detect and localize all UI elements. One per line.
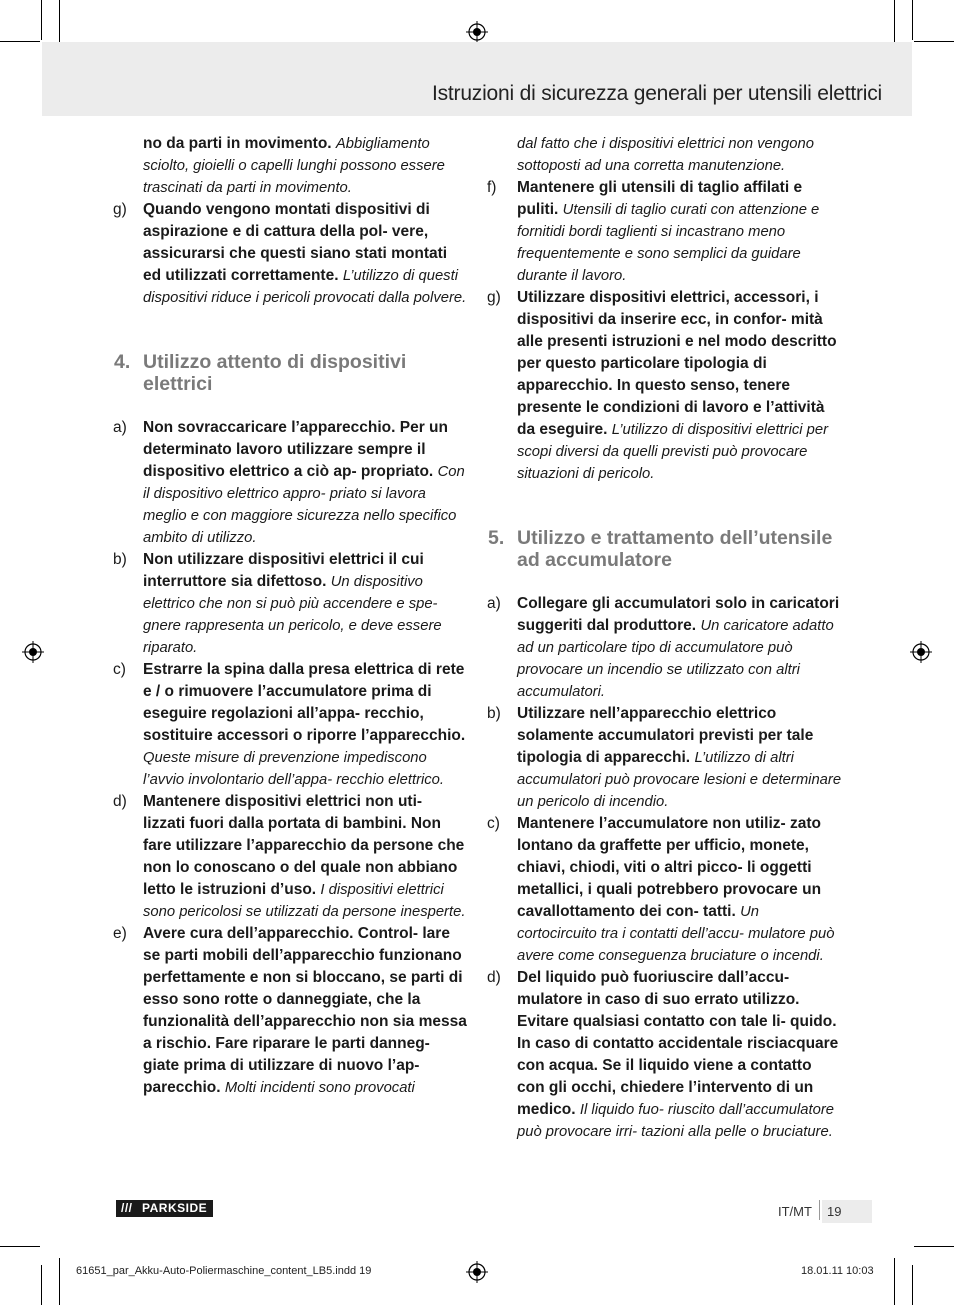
list-item-a <box>487 593 842 703</box>
footer-divider <box>819 1200 820 1220</box>
crop-mark <box>41 0 42 40</box>
list-marker: c) <box>113 661 126 678</box>
list-marker: e) <box>113 925 127 942</box>
italic-text: dal fatto che i dispositivi elettrici non vengono sottoposti ad una corretta manutenzione. <box>517 136 814 174</box>
italic-text: I dispositivi elettrici sono pericolosi se utilizzati da persone inesperte. <box>143 882 466 920</box>
list-marker: c) <box>487 815 500 832</box>
crop-mark <box>894 0 895 47</box>
crop-mark <box>912 1265 913 1305</box>
bold-text: Mantenere dispositivi elettrici non uti- lizzati fuori dalla portata di bambini. Non fare utilizzare l’apparecchio da persone che non lo conoscano o del quale non abbiano letto le istruzioni d’uso. <box>143 793 465 898</box>
page-number: 19 <box>827 1204 842 1219</box>
bold-text: Utilizzare nell’apparecchio elettrico solamente accumulatori previsti per tale tipologia di apparecchi. <box>517 705 814 766</box>
list-item-g <box>113 199 468 309</box>
list-marker: a) <box>487 595 501 612</box>
registration-mark-icon <box>910 641 932 663</box>
italic-text: Queste misure di prevenzione impediscono l’avvio involontario dell’appa- recchio elettrico. <box>143 750 445 788</box>
list-marker: f) <box>487 179 497 196</box>
italic-text: Molti incidenti sono provocati <box>224 1080 415 1096</box>
list-item-e <box>113 923 468 1099</box>
section-number: 5. <box>488 527 505 549</box>
section-heading-5 <box>488 527 842 571</box>
crop-mark <box>0 1246 40 1247</box>
list-marker: g) <box>487 289 501 306</box>
list-marker: d) <box>487 969 501 986</box>
list-item-f <box>487 177 842 287</box>
section-title: Utilizzo e trattamento dell’utensile ad accumulatore <box>517 527 833 571</box>
list-item-d <box>487 967 842 1143</box>
bold-text: Del liquido può fuoriuscire dall’accu- mulatore in caso di suo errato utilizzo. Evitare qualsiasi contatto con tale li- quido. In caso di contatto accidentale risciacquare con acqua. Se il liquido viene a contatto con gli occhi, chiedere l’intervento di un medico. <box>517 969 839 1118</box>
list-item-b <box>113 549 468 659</box>
left-column <box>113 133 468 1099</box>
list-marker: a) <box>113 419 127 436</box>
bold-text: Estrarre la spina dalla presa elettrica di rete e / o rimuovere l’accumulatore prima di eseguire regolazioni all’appa- recchio, sostituire accessori o riporre l’apparecchio. <box>143 661 466 744</box>
italic-text: L’utilizzo di questi dispositivi riduce i pericoli provocati dalla polvere. <box>143 268 467 306</box>
logo-slashes: /// <box>121 1201 133 1215</box>
list-marker: g) <box>113 201 127 218</box>
list-item-b <box>487 703 842 813</box>
crop-mark <box>894 1258 895 1305</box>
crop-mark <box>41 1265 42 1305</box>
italic-text: Un dispositivo elettrico che non si può più accendere e spe- gnere rappresenta un pericolo, e deve essere riparato. <box>143 574 442 656</box>
bold-text: Non sovraccaricare l’apparecchio. Per un determinato lavoro utilizzare sempre il dispositivo elettrico a ciò ap- propriato. <box>143 419 448 480</box>
registration-mark-icon <box>22 641 44 663</box>
file-slug: 61651_par_Akku-Auto-Poliermaschine_content_LB5.indd 19 <box>76 1265 372 1277</box>
bold-text: Collegare gli accumulatori solo in caricatori suggeriti dal produttore. <box>517 595 840 634</box>
italic-text: Utensili di taglio curati con attenzione e fornitidi bordi taglienti si incastrano meno frequentemente e sono semplici da guidare durante il lavoro. <box>517 202 820 284</box>
crop-mark <box>59 0 60 47</box>
section-number: 4. <box>114 351 131 373</box>
list-item-c <box>113 659 468 791</box>
italic-text: Un cortocircuito tra i contatti dell’accu- mulatore può avere come conseguenza bruciature o incendi. <box>517 904 835 964</box>
logo-brand: PARKSIDE <box>142 1201 208 1215</box>
italic-text: Il liquido fuo- riuscito dall’accumulatore può provocare irri- tazioni alla pelle o bruciature. <box>517 1102 835 1140</box>
italic-text: L’utilizzo di altri accumulatori può provocare lesioni e determinare un pericolo di incendio. <box>517 750 842 810</box>
bold-text: Quando vengono montati dispositivi di aspirazione e di cattura della pol- vere, assicurarsi che questi siano stati montati ed utilizzati correttamente. <box>143 201 448 284</box>
language-code: IT/MT <box>778 1204 812 1219</box>
italic-text: Abbigliamento sciolto, gioielli o capelli lunghi possono essere trascinati da parti in movimento. <box>143 136 445 196</box>
date-time: 18.01.11 10:03 <box>801 1265 874 1277</box>
bold-text: Utilizzare dispositivi elettrici, accessori, i dispositivi da inserire ecc, in confor- mità alle presenti istruzioni e nel modo descritto per questo particolare tipologia di apparecchio. In questo senso, tenere presente le condizioni di lavoro e l’attività da eseguire. <box>517 289 837 438</box>
crop-mark <box>59 1258 60 1305</box>
list-marker: b) <box>113 551 127 568</box>
crop-mark <box>0 41 40 42</box>
bold-text: no da parti in movimento. <box>143 135 332 152</box>
page-title: Istruzioni di sicurezza generali per utensili elettrici <box>431 82 882 105</box>
continued-paragraph <box>143 133 468 199</box>
registration-mark-icon <box>466 1261 488 1283</box>
list-item-a <box>113 417 468 549</box>
list-marker: b) <box>487 705 501 722</box>
bold-text: Mantenere gli utensili di taglio affilati e puliti. <box>517 179 803 218</box>
italic-text: L’utilizzo di dispositivi elettrici per scopi diversi da quelli previsti può provocare situazioni di pericolo. <box>517 422 829 482</box>
registration-mark-icon <box>466 21 488 43</box>
crop-mark <box>914 41 954 42</box>
italic-text: Con il dispositivo elettrico appro- priato si lavora meglio e con maggiore sicurezza nello specifico ambito di utilizzo. <box>143 464 465 546</box>
continued-paragraph <box>517 133 842 177</box>
parkside-logo <box>116 1200 213 1217</box>
list-marker: d) <box>113 793 127 810</box>
italic-text: Un caricatore adatto ad un particolare tipo di accumulatore può provocare un incendio se utilizzato con altri accumulatori. <box>517 618 834 700</box>
bold-text: Mantenere l’accumulatore non utiliz- zato lontano da graffette per ufficio, monete, chiavi, chiodi, viti o altri picco- li oggetti metallici, i quali potrebbero provocare un cavallottamento dei con- tatti. <box>517 815 822 920</box>
right-column <box>487 133 842 1143</box>
crop-mark <box>912 0 913 40</box>
list-item-c <box>487 813 842 967</box>
list-item-d <box>113 791 468 923</box>
crop-mark <box>914 1246 954 1247</box>
bold-text: Avere cura dell’apparecchio. Control- lare se parti mobili dell’apparecchio funzionano perfettamente e non si bloccano, se parti di esso sono rotte o danneggiate, che la funzionalità dell’apparecchio non sia messa a rischio. Fare riparare le parti danneg- giate prima di utilizzare di nuovo l’ap- parecchio. <box>143 925 467 1096</box>
section-title: Utilizzo attento di dispositivi elettrici <box>143 351 407 395</box>
list-item-g <box>487 287 842 485</box>
section-heading-4 <box>114 351 468 395</box>
bold-text: Non utilizzare dispositivi elettrici il cui interruttore sia difettoso. <box>143 551 424 590</box>
